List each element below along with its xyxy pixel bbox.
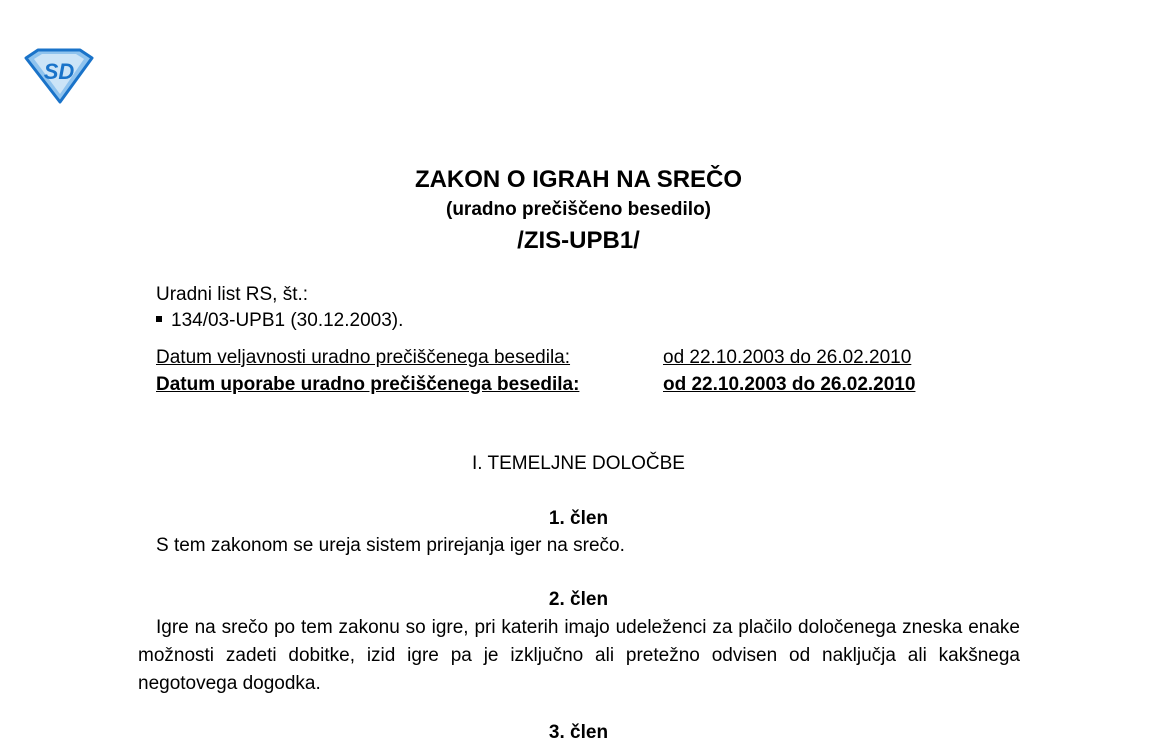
gazette-item-text: 134/03-UPB1 (30.12.2003). — [171, 310, 404, 331]
application-date-value: od 22.10.2003 do 26.02.2010 — [663, 374, 916, 395]
gazette-label: Uradni list RS, št.: — [156, 284, 309, 305]
validity-date-label: Datum veljavnosti uradno prečiščenega besedila: — [156, 347, 571, 368]
svg-text:SD: SD — [43, 59, 75, 84]
article-3-title: 3. člen — [548, 722, 609, 743]
document-subtitle: (uradno prečiščeno besedilo) — [446, 199, 711, 220]
publisher-logo-icon — [22, 48, 96, 104]
article-2-title: 2. člen — [548, 589, 609, 610]
validity-date-value: od 22.10.2003 do 26.02.2010 — [663, 347, 912, 368]
bullet-icon — [156, 316, 162, 322]
section-heading: I. TEMELJNE DOLOČBE — [472, 453, 685, 474]
article-1-title: 1. člen — [548, 508, 609, 529]
gazette-item — [156, 310, 403, 332]
article-1-text: S tem zakonom se ureja sistem prirejanja iger na srečo. — [156, 535, 625, 556]
document-code: /ZIS-UPB1/ — [517, 227, 640, 254]
application-date-label: Datum uporabe uradno prečiščenega besedila: — [156, 374, 580, 395]
article-2-text: Igre na srečo po tem zakonu so igre, pri katerih imajo udeleženci za plačilo določenega zneska enake možnosti zadeti dobitke, izid igre pa je izključno ali pretežno odvisen od naključja ali kakšnega negotovega dogodka. — [138, 617, 1020, 694]
document-title: ZAKON O IGRAH NA SREČO — [414, 166, 743, 193]
